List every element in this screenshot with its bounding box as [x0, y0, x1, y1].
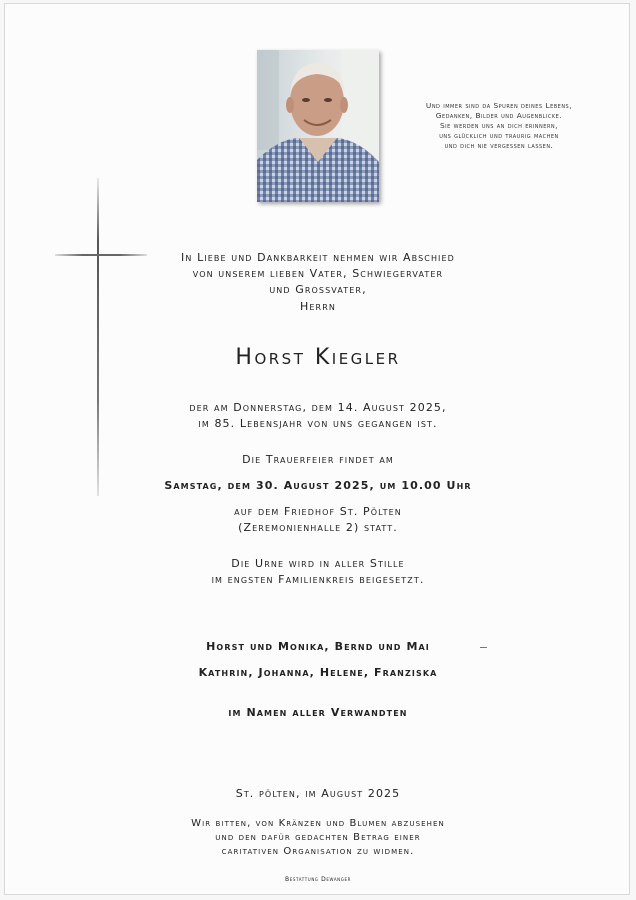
urn-line: im engsten Familienkreis beigesetzt. [211, 573, 425, 586]
ceremony-intro: Die Trauerfeier findet am [242, 453, 394, 466]
relatives-line: im Namen aller Verwandten [228, 706, 408, 719]
intro-line: In Liebe und Dankbarkeit nehmen wir Abschied [181, 251, 455, 264]
motto-line: und dich nie vergessen lassen. [444, 141, 554, 150]
ceremony-place: auf dem Friedhof St. Pölten [234, 505, 402, 518]
family-line: Kathrin, Johanna, Helene, Franziska [198, 666, 438, 679]
portrait-image [257, 50, 379, 202]
death-line: der am Donnerstag, dem 14. August 2025, [189, 401, 447, 414]
ceremony-place: (Zeremonienhalle 2) statt. [238, 521, 398, 534]
undertaker: Bestattung Dewanger [285, 876, 351, 883]
portrait-photo [257, 50, 379, 202]
request-line: caritativen Organisation zu widmen. [221, 846, 415, 857]
death-line: im 85. Lebensjahr von uns gegangen ist. [198, 417, 438, 430]
motto-quote [384, 101, 614, 151]
family-line: Horst und Monika, Bernd und Mai [206, 640, 430, 653]
intro-line: und Grossvater, [269, 283, 367, 296]
motto-line: Sie werden uns an dich erinnern, [439, 121, 559, 130]
place-date: St. pölten, im August 2025 [235, 787, 401, 800]
deceased-name: Horst Kiegler [235, 345, 401, 370]
motto-line: uns glücklich und traurig machen [439, 131, 559, 140]
dash-mark [480, 647, 487, 648]
motto-line: Gedanken, Bilder und Augenblicke. [435, 111, 563, 120]
intro-line: von unserem lieben Vater, Schwiegervater [192, 267, 444, 280]
cross-icon [97, 178, 99, 496]
salutation: Herrn [300, 300, 336, 313]
motto-line: Und immer sind da Spuren deines Lebens, [425, 101, 573, 110]
ceremony-date: Samstag, dem 30. August 2025, um 10.00 Uhr [164, 479, 472, 492]
urn-line: Die Urne wird in aller Stille [231, 557, 405, 570]
request-line: und den dafür gedachten Betrag einer [215, 832, 421, 843]
request-line: Wir bitten, von Kränzen und Blumen abzusehen [191, 818, 445, 829]
